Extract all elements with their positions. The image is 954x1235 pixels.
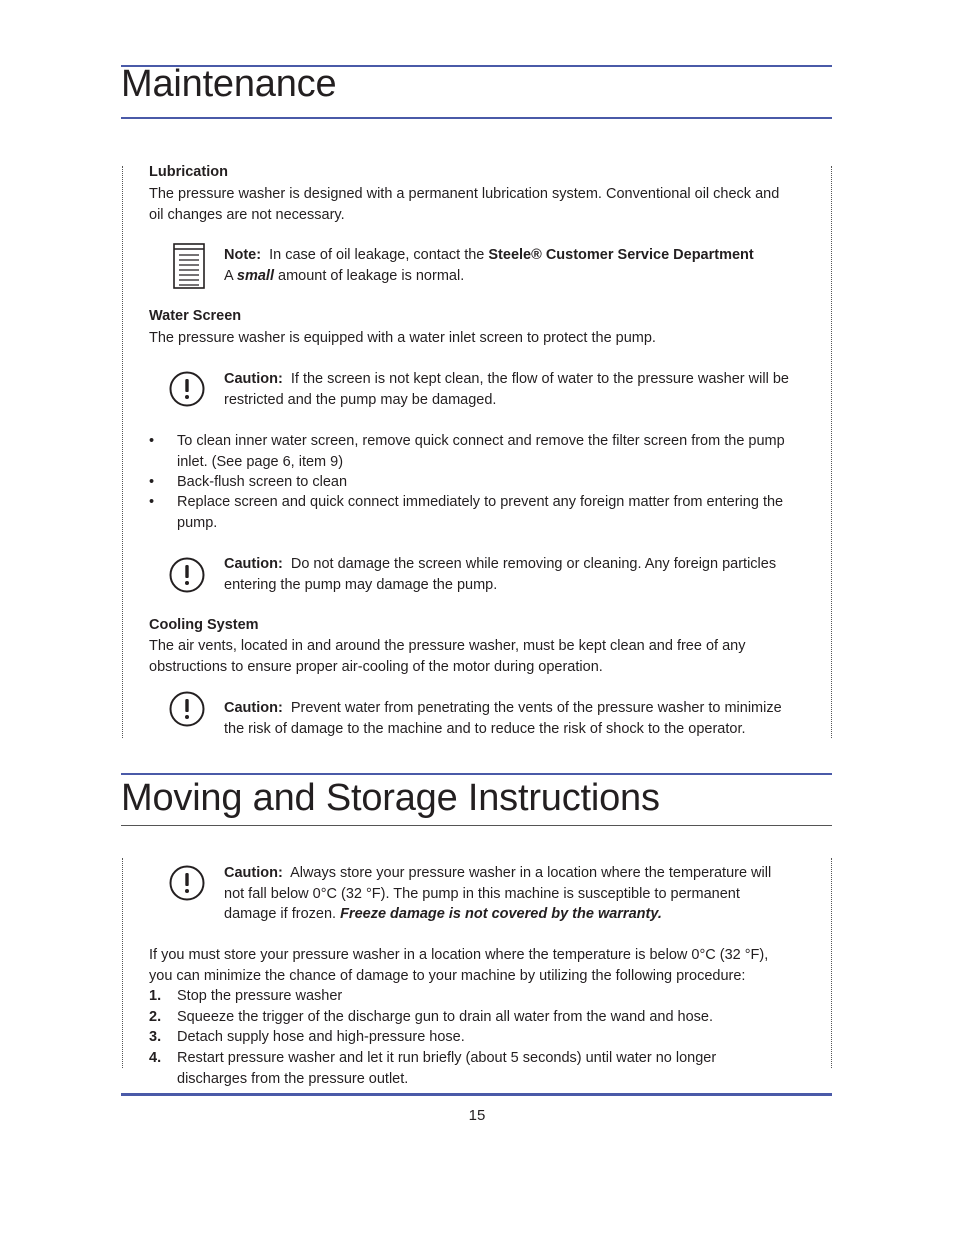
- note-callout: [224, 245, 794, 286]
- caution-label: Caution:: [224, 371, 283, 387]
- step-number: 1.: [149, 988, 162, 1004]
- caution-label: Caution:: [224, 865, 283, 881]
- note-label: Note:: [224, 247, 262, 263]
- list-item: [149, 431, 789, 472]
- step-text: Stop the pressure washer: [177, 988, 343, 1004]
- step-text: Squeeze the trigger of the discharge gun to drain all water from the wand and hose.: [177, 1009, 714, 1025]
- note-line2-emphasis: small: [236, 267, 274, 284]
- left-dotted-border: [122, 858, 123, 1068]
- storage-title-underline: [121, 825, 832, 826]
- note-line2-text: amount of leakage is normal.: [278, 267, 465, 284]
- bullet-marker: •: [149, 474, 155, 490]
- step-text: Detach supply hose and high-pressure hose.: [177, 1029, 465, 1045]
- bullet-text: Back-flush screen to clean: [177, 474, 348, 490]
- bullet-text: Replace screen and quick connect immediately to prevent any foreign matter from entering the pump.: [177, 494, 784, 531]
- section-title-maintenance: Maintenance: [121, 63, 337, 105]
- warranty-emphasis: Freeze damage is not covered by the warranty.: [340, 906, 662, 923]
- list-item: [149, 1007, 789, 1028]
- cooling-body: The air vents, located in and around the pressure washer, must be kept clean and free of any obstructions to ensure proper air-cooling of the motor during operation.: [149, 638, 746, 675]
- storage-top-rule: [121, 773, 832, 775]
- exclamation-circle-icon: [169, 557, 205, 593]
- note-department: Steele® Customer Service Department: [488, 247, 754, 263]
- exclamation-circle-icon: [169, 691, 205, 727]
- note-pad-icon: [172, 243, 206, 289]
- caution-text: Always store your pressure washer in a location where the temperature will not fall below 0°C (32 °F). The pump in this machine is susceptible to permanent damage if frozen.: [224, 865, 772, 923]
- caution-text: If the screen is not kept clean, the flow of water to the pressure washer will be restricted and the pump may be damaged.: [224, 371, 789, 408]
- caution-callout-vents: [224, 698, 794, 739]
- right-dotted-border: [831, 858, 832, 1068]
- note-line2-prefix: A: [224, 267, 233, 284]
- exclamation-circle-icon: [169, 371, 205, 407]
- caution-text: Do not damage the screen while removing or cleaning. Any foreign particles entering the pump may damage the pump.: [224, 556, 777, 593]
- water-screen-body: The pressure washer is equipped with a water inlet screen to protect the pump.: [149, 330, 656, 346]
- title-underline: [121, 117, 832, 119]
- note-text: In case of oil leakage, contact the: [269, 247, 485, 263]
- exclamation-circle-icon: [169, 865, 205, 901]
- caution-label: Caution:: [224, 700, 283, 716]
- bullet-text: To clean inner water screen, remove quick connect and remove the filter screen from the pump inlet. (See page 6, item 9): [177, 433, 785, 470]
- caution-callout-screen: [224, 369, 794, 410]
- list-item: [149, 472, 789, 493]
- list-item: [149, 986, 789, 1007]
- caution-callout-storage: [224, 863, 789, 925]
- caution-label: Caution:: [224, 556, 283, 572]
- list-item: [149, 1027, 789, 1048]
- section-title-storage: Moving and Storage Instructions: [121, 777, 660, 819]
- step-number: 3.: [149, 1029, 162, 1045]
- water-screen-heading: Water Screen: [149, 308, 242, 324]
- step-number: 4.: [149, 1050, 162, 1066]
- bullet-marker: •: [149, 433, 155, 449]
- list-item: [149, 1048, 789, 1089]
- right-dotted-border: [831, 166, 832, 738]
- caution-text: Prevent water from penetrating the vents of the pressure washer to minimize the risk of damage to the machine and to reduce the risk of shock to the operator.: [224, 700, 782, 737]
- page-number: 15: [468, 1107, 486, 1124]
- lubrication-heading: Lubrication: [149, 164, 228, 180]
- left-dotted-border: [122, 166, 123, 738]
- bullet-marker: •: [149, 494, 155, 510]
- lubrication-body: The pressure washer is designed with a permanent lubrication system. Conventional oil check and oil changes are not necessary.: [149, 186, 780, 223]
- step-number: 2.: [149, 1009, 162, 1025]
- step-text: Restart pressure washer and let it run briefly (about 5 seconds) until water no longer discharges from the pressure outlet.: [177, 1050, 717, 1087]
- storage-intro: If you must store your pressure washer in a location where the temperature is below 0°C (32 °F), you can minimize the chance of damage to your machine by utilizing the following procedure:: [149, 947, 769, 984]
- caution-callout-particles: [224, 554, 794, 595]
- footer-rule: [121, 1093, 832, 1096]
- list-item: [149, 492, 789, 533]
- cooling-heading: Cooling System: [149, 617, 259, 633]
